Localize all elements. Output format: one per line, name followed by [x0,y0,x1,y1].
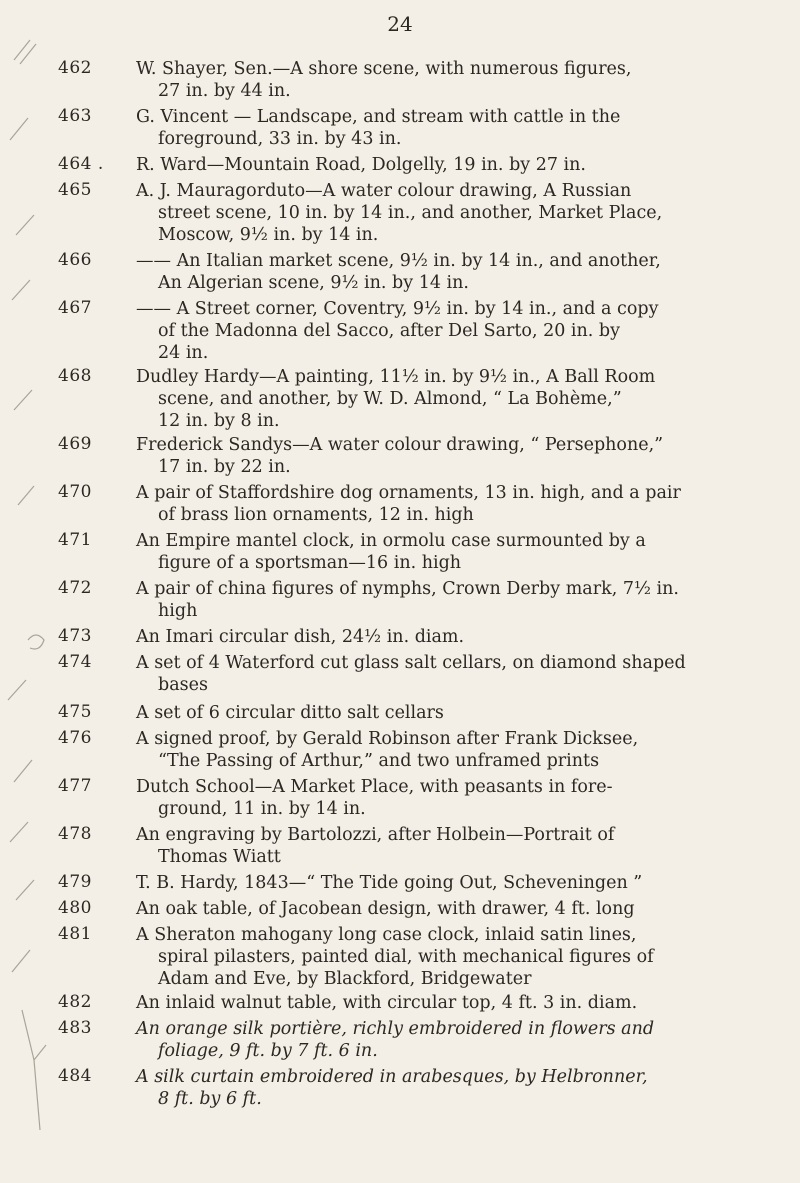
lot-line: foliage, 9 ft. by 7 ft. 6 in. [158,1041,378,1061]
lot-number: 480 [58,898,92,918]
lot-number: 478 [58,824,92,844]
lot-description [136,924,756,990]
lot-line: A. J. Mauragorduto—A water colour drawing, A Russian [136,181,632,201]
lot-line: ground, 11 in. by 14 in. [158,799,366,819]
lot-line: An orange silk portière, richly embroidered in flowers and [136,1019,655,1039]
lot-number: 467 [58,298,92,318]
lot-description [136,154,756,176]
lot-description [136,776,756,820]
lot-number: 469 [58,434,92,454]
lot-line: A pair of Staffordshire dog ornaments, 13 in. high, and a pair [136,483,681,503]
lot-line: 24 in. [158,343,209,363]
lot-description [136,652,756,696]
lot-line: An inlaid walnut table, with circular top, 4 ft. 3 in. diam. [136,993,638,1013]
lot-line: 27 in. by 44 in. [158,81,291,101]
lot-description [136,434,756,478]
lot-line: of brass lion ornaments, 12 in. high [158,505,474,525]
lot-line: R. Ward—Mountain Road, Dolgelly, 19 in. by 27 in. [136,155,586,175]
page-number: 24 [387,12,413,36]
lot-line: of the Madonna del Sacco, after Del Sarto, 20 in. by [158,321,620,341]
lot-description [136,626,756,648]
lot-line: Adam and Eve, by Blackford, Bridgewater [158,969,532,989]
lot-line: foreground, 33 in. by 43 in. [158,129,402,149]
lot-line: 17 in. by 22 in. [158,457,291,477]
lot-number: 482 [58,992,92,1012]
lot-line: An engraving by Bartolozzi, after Holbein—Portrait of [136,825,615,845]
lot-description [136,250,756,294]
lot-number: 474 [58,652,92,672]
lot-line: 8 ft. by 6 ft. [158,1089,262,1109]
lot-description [136,180,756,246]
lot-line: T. B. Hardy, 1843—“ The Tide going Out, Scheveningen ” [136,873,643,893]
lot-number: 483 [58,1018,92,1038]
lot-line: A Sheraton mahogany long case clock, inlaid satin lines, [136,925,637,945]
lot-line: W. Shayer, Sen.—A shore scene, with numerous figures, [136,59,632,79]
lot-description [136,898,756,920]
lot-line: high [158,601,198,621]
lot-description [136,702,756,724]
lot-line: —— A Street corner, Coventry, 9½ in. by 14 in., and a copy [136,299,659,319]
lot-description [136,530,756,574]
lot-line: A signed proof, by Gerald Robinson after Frank Dicksee, [136,729,639,749]
lot-description [136,992,756,1014]
lot-number: 476 [58,728,92,748]
lot-number: 484 [58,1066,92,1086]
lot-line: “The Passing of Arthur,” and two unframed prints [158,751,600,771]
lot-line: street scene, 10 in. by 14 in., and another, Market Place, [158,203,663,223]
lot-number: 466 [58,250,92,270]
lot-description [136,482,756,526]
lot-line: —— An Italian market scene, 9½ in. by 14 in., and another, [136,251,661,271]
lot-number: 463 [58,106,92,126]
lot-description [136,824,756,868]
lot-line: An Empire mantel clock, in ormolu case surmounted by a [136,531,646,551]
lot-description [136,366,756,432]
lot-description [136,106,756,150]
lot-number: 464 . [58,154,104,174]
lot-description [136,1066,756,1110]
lot-line: A set of 4 Waterford cut glass salt cellars, on diamond shaped [136,653,686,673]
lot-line: An Imari circular dish, 24½ in. diam. [136,627,465,647]
lot-number: 475 [58,702,92,722]
lot-description [136,1018,756,1062]
lot-number: 472 [58,578,92,598]
lot-line: scene, and another, by W. D. Almond, “ La Bohème,” [158,389,622,409]
lot-line: Moscow, 9½ in. by 14 in. [158,225,379,245]
lot-line: G. Vincent — Landscape, and stream with cattle in the [136,107,621,127]
lot-number: 462 [58,58,92,78]
lot-line: Thomas Wiatt [158,847,281,867]
lot-number: 468 [58,366,92,386]
lot-number: 471 [58,530,92,550]
lot-line: Dutch School—A Market Place, with peasants in fore- [136,777,613,797]
lot-description [136,872,756,894]
lot-number: 477 [58,776,92,796]
lot-number: 470 [58,482,92,502]
lot-number: 481 [58,924,92,944]
lot-line: Frederick Sandys—A water colour drawing, “ Persephone,” [136,435,664,455]
lot-number: 473 [58,626,92,646]
lot-description [136,298,756,364]
lot-description [136,578,756,622]
lot-description [136,728,756,772]
lot-line: An oak table, of Jacobean design, with drawer, 4 ft. long [136,899,635,919]
lot-line: A silk curtain embroidered in arabesques, by Helbronner, [136,1067,648,1087]
lot-line: A pair of china figures of nymphs, Crown Derby mark, 7½ in. [136,579,679,599]
lot-line: 12 in. by 8 in. [158,411,280,431]
lot-line: Dudley Hardy—A painting, 11½ in. by 9½ in., A Ball Room [136,367,656,387]
lot-line: spiral pilasters, painted dial, with mechanical figures of [158,947,654,967]
lot-line: An Algerian scene, 9½ in. by 14 in. [158,273,469,293]
lot-number: 465 [58,180,92,200]
lot-description [136,58,756,102]
lot-line: figure of a sportsman—16 in. high [158,553,462,573]
lot-line: bases [158,675,208,695]
lot-line: A set of 6 circular ditto salt cellars [136,703,444,723]
lot-number: 479 [58,872,92,892]
